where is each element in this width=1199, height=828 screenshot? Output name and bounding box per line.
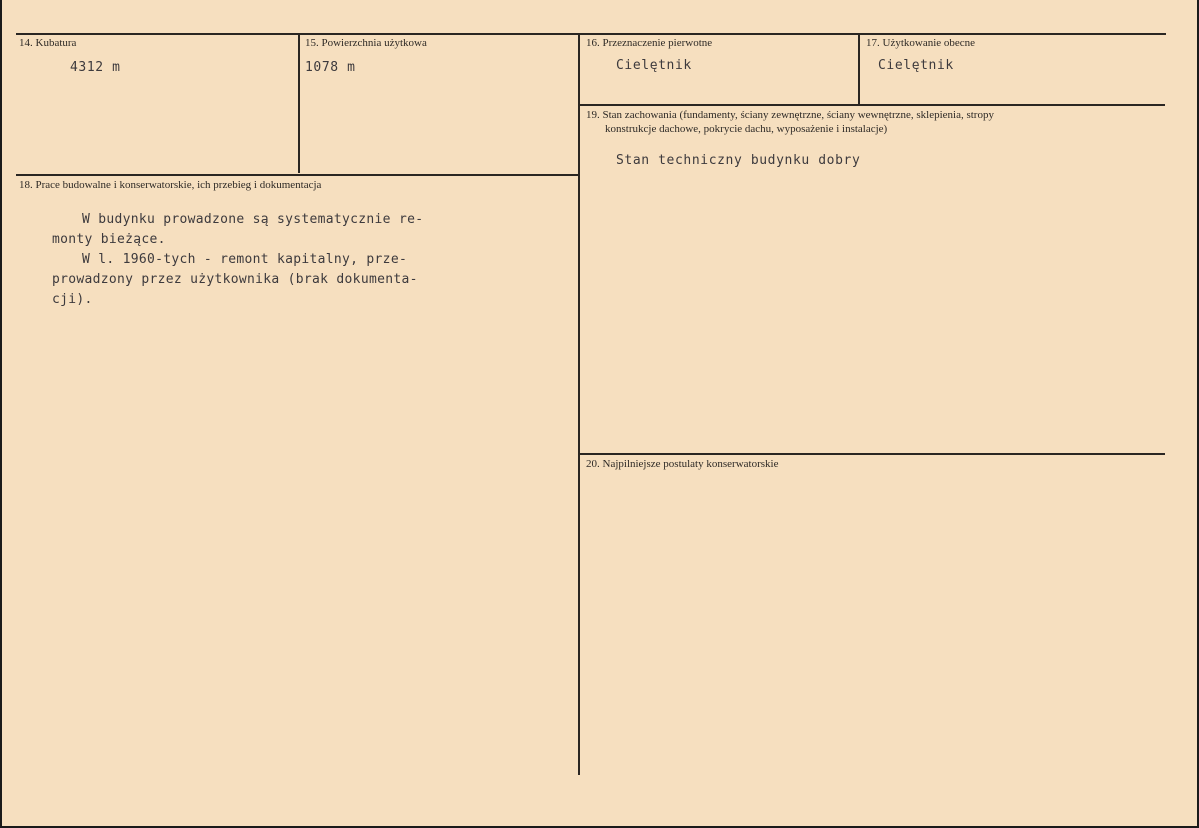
field-18-line-2: monty bieżące.: [52, 232, 166, 247]
record-card: [2, 0, 1197, 826]
divider-14-15: [298, 33, 300, 173]
field-18-label: 18. Prace budowalne i konserwatorskie, ich przebieg i dokumentacja: [19, 179, 322, 191]
field-16-label: 16. Przeznaczenie pierwotne: [586, 37, 713, 49]
field-18-line-1: W budynku prowadzone są systematycznie re-: [82, 212, 424, 227]
field-15-label: 15. Powierzchnia użytkowa: [305, 37, 427, 49]
field-19-label-line-2: konstrukcje dachowe, pokrycie dachu, wyposażenie i instalacje): [605, 123, 888, 135]
field-19-value: Stan techniczny budynku dobry: [616, 153, 861, 168]
line-above-18: [16, 174, 580, 176]
field-17-label: 17. Użytkowanie obecne: [866, 37, 976, 49]
divider-16-17: [858, 33, 860, 105]
field-18-line-4: prowadzony przez użytkownika (brak dokumenta-: [52, 272, 418, 287]
field-19-label-line-1: 19. Stan zachowania (fundamenty, ściany zewnętrzne, ściany wewnętrzne, sklepienia, stropy: [586, 109, 994, 121]
field-18-line-5: cji).: [52, 292, 93, 307]
field-15-value: 1078 m: [305, 60, 356, 75]
main-vertical-divider: [578, 33, 580, 775]
field-14-label: 14. Kubatura: [19, 37, 77, 49]
field-17-value: Cielętnik: [878, 58, 954, 73]
top-border-line: [16, 33, 1166, 35]
field-16-value: Cielętnik: [616, 58, 692, 73]
field-18-line-3: W l. 1960-tych - remont kapitalny, prze-: [82, 252, 408, 267]
line-under-16-17: [580, 104, 1165, 106]
field-18-text: [52, 210, 502, 310]
line-above-20: [580, 453, 1165, 455]
field-14-value: 4312 m: [70, 60, 121, 75]
field-20-label: 20. Najpilniejsze postulaty konserwatorskie: [586, 458, 779, 470]
